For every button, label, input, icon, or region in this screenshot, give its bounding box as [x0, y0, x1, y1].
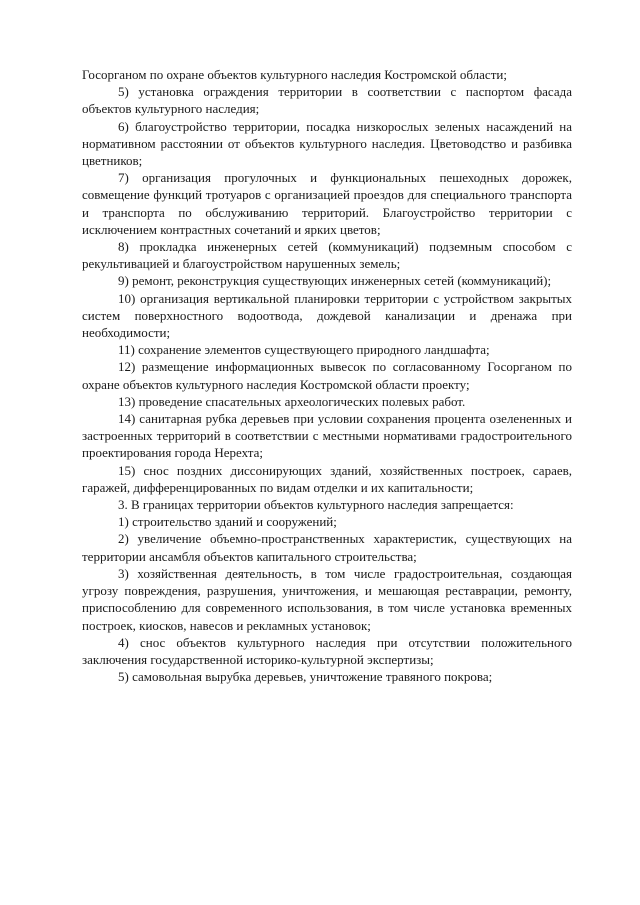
list-item-14-sanitary-felling: 14) санитарная рубка деревьев при условии сохранения процента озелененных и застроенных территорий в соответствии с местными нормативами градостроительного проектирования города Нерехта; [82, 411, 572, 461]
list-item-15-demolition: 15) снос поздних диссонирующих зданий, хозяйственных построек, сараев, гаражей, дифференцированных по видам отделки и их капитальности; [82, 462, 572, 495]
list-item-13-archaeology: 13) проведение спасательных археологических полевых работ. [118, 393, 466, 409]
list-item-10-drainage: 10) организация вертикальной планировки территории с устройством закрытых систем поверхностного водоотвода, дождевой канализации и дренажа при необходимости; [82, 290, 572, 341]
list-item-6-landscaping: 6) благоустройство территории, посадка низкорослых зеленых насаждений на нормативном расстоянии от объектов культурного наследия. Цветоводство и разбивка цветников; [82, 118, 572, 169]
prohibited-item-4: 4) снос объектов культурного наследия при отсутствии положительного заключения государственной историко-культурной экспертизы; [82, 634, 572, 667]
list-item-8-utilities: 8) прокладка инженерных сетей (коммуникаций) подземным способом с рекультивацией и благоустройством нарушенных земель; [82, 239, 572, 272]
list-item-11-landscape: 11) сохранение элементов существующего природного ландшафта; [118, 342, 490, 358]
prohibited-item-3: 3) хозяйственная деятельность, в том числе градостроительная, создающая угрозу повреждения, разрушения, уничтожения, и мешающая реставрации, ремонту, приспособлению для современного использования, в том числе установка временных построек, киосков, навесов и рекламных установок; [82, 565, 572, 633]
prohibited-item-5: 5) самовольная вырубка деревьев, уничтожение травяного покрова; [118, 669, 493, 685]
prohibited-item-2: 2) увеличение объемно-пространственных характеристик, существующих на территории ансамбля объектов капитального строительства; [82, 531, 572, 564]
list-item-5-fence: 5) установка ограждения территории в соответствии с паспортом фасада объектов культурного наследия; [82, 84, 572, 117]
list-item-9-repair: 9) ремонт, реконструкция существующих инженерных сетей (коммуникаций); [118, 273, 552, 289]
list-item-7-walkways: 7) организация прогулочных и функциональных пешеходных дорожек, совмещение функций тротуаров с организацией проездов для специального транспорта и транспорта по обслуживанию территорий. Благоустройство территории с исключением контрастных сочетаний и ярких цветов; [82, 170, 572, 237]
section-3-heading: 3. В границах территории объектов культурного наследия запрещается: [118, 497, 514, 513]
list-item-12-signs: 12) размещение информационных вывесок по согласованному Госорганом по охране объектов культурного наследия Костромской области проекту; [82, 359, 572, 392]
paragraph-continuation: Госорганом по охране объектов культурного наследия Костромской области; [82, 67, 507, 82]
prohibited-item-1: 1) строительство зданий и сооружений; [118, 514, 337, 530]
